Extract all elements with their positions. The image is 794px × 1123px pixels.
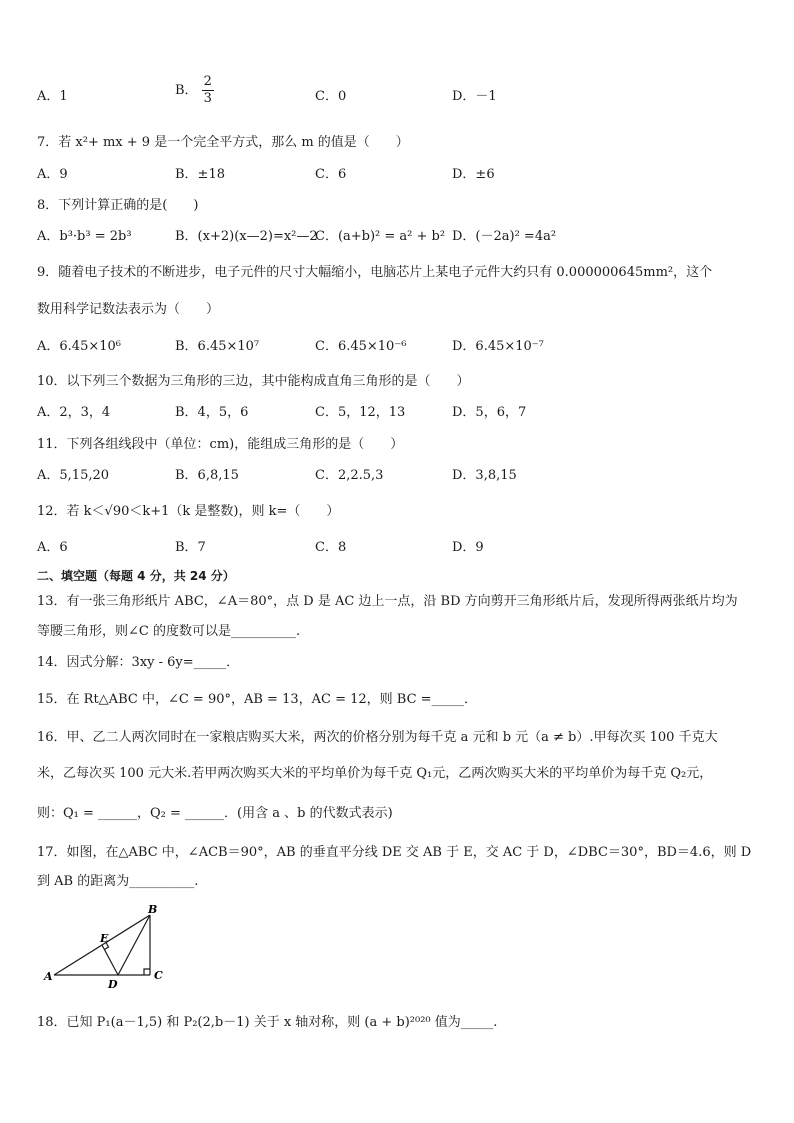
- q13-line2: 等腰三角形，则∠C 的度数可以是__________.: [37, 624, 301, 639]
- q6-option-a: A．1: [37, 89, 68, 104]
- q11-stem: 11．下列各组线段中（单位：cm)，能组成三角形的是（ ）: [37, 437, 404, 452]
- q8-option-c: C．(a+b)² = a² + b²: [315, 229, 446, 244]
- right-angle-mark-c: [144, 969, 150, 975]
- q11-option-b: B．6,8,15: [175, 468, 239, 483]
- q16-line2: 米，乙每次买 100 元大米.若甲两次购买大米的平均单价为每千克 Q₁元，乙两次购买大米的平均单价为每千克 Q₂元，: [37, 766, 713, 781]
- q17-line2: 到 AB 的距离为__________.: [37, 874, 199, 889]
- q8-option-b: B．(x+2)(x—2)=x²—2: [175, 229, 318, 244]
- q16-line1: 16．甲、乙二人两次同时在一家粮店购买大米，两次的价格分别为每千克 a 元和 b 元（a ≠ b）.甲每次买 100 千克大: [37, 730, 718, 745]
- q6-option-c: C．0: [315, 89, 347, 104]
- label-c: C: [154, 969, 163, 982]
- q9-stem-line2: 数用科学记数法表示为（ ）: [37, 302, 220, 317]
- q18: 18．已知 P₁(a－1,5) 和 P₂(2,b－1) 关于 x 轴对称，则 (a + b)²⁰²⁰ 值为_____.: [37, 1015, 498, 1030]
- q10-stem: 10．以下列三个数据为三角形的三边，其中能构成直角三角形的是（ ）: [37, 374, 470, 389]
- q7-option-a: A．9: [37, 167, 68, 182]
- q7-option-c: C．6: [315, 167, 347, 182]
- q12-option-d: D．9: [452, 540, 484, 555]
- q10-options: [37, 404, 757, 422]
- q11-option-a: A．5,15,20: [37, 468, 110, 483]
- q11-option-d: D．3,8,15: [452, 468, 517, 483]
- q6-options: [37, 74, 757, 106]
- q11-option-c: C．2,2.5,3: [315, 468, 384, 483]
- label-d: D: [108, 978, 118, 991]
- q10-option-c: C．5，12，13: [315, 405, 406, 420]
- q6-option-b: B． $\frac{2}{3}$: [175, 74, 212, 106]
- label-a: A: [44, 970, 53, 983]
- q7-options: [37, 166, 757, 184]
- q13-line1: 13．有一张三角形纸片 ABC，∠A＝80°，点 D 是 AC 边上一点，沿 BD 方向剪开三角形纸片后，发现所得两张纸片均为: [37, 594, 738, 609]
- q9-option-a: A．6.45×10⁶: [37, 339, 121, 354]
- segment-de: [102, 945, 118, 975]
- q12-option-b: B．7: [175, 540, 206, 555]
- q6-option-d: D．－1: [452, 89, 497, 104]
- q12-stem: 12．若 k＜√90＜k+1（k 是整数)，则 k=（ ）: [37, 504, 340, 519]
- q7-option-d: D．±6: [452, 167, 495, 182]
- q9-option-b: B．6.45×10⁷: [175, 339, 260, 354]
- q8-options: [37, 228, 757, 246]
- fraction: $\frac{2}{3}$: [203, 74, 212, 106]
- q9-options: [37, 338, 757, 356]
- q9-stem-line1: 9．随着电子技术的不断进步，电子元件的尺寸大幅缩小，电脑芯片上某电子元件大约只有 0.000000645mm²，这个: [37, 265, 713, 280]
- q8-stem: 8．下列计算正确的是( ): [37, 198, 199, 213]
- q8-option-d: D．(－2a)² =4a²: [452, 229, 557, 244]
- section-heading: 二、填空题（每题 4 分，共 24 分）: [37, 569, 235, 583]
- q7-option-b: B．±18: [175, 167, 225, 182]
- q10-option-a: A．2，3，4: [37, 405, 111, 420]
- q15: 15．在 Rt△ABC 中，∠C = 90°，AB = 13，AC = 12，则 BC =_____．: [37, 692, 478, 707]
- q9-option-d: D．6.45×10⁻⁷: [452, 339, 544, 354]
- q14: 14．因式分解：3xy - 6y=_____．: [37, 655, 240, 670]
- triangle-figure: [40, 900, 180, 995]
- q12-option-a: A．6: [37, 540, 68, 555]
- q17-line1: 17．如图，在△ABC 中，∠ACB＝90°，AB 的垂直平分线 DE 交 AB 于 E，交 AC 于 D，∠DBC＝30°，BD＝4.6，则 D: [37, 845, 752, 860]
- q12-options: [37, 539, 757, 557]
- q10-option-d: D．5，6，7: [452, 405, 527, 420]
- q11-options: [37, 467, 757, 485]
- q12-option-c: C．8: [315, 540, 347, 555]
- label-e: E: [100, 932, 109, 945]
- segment-bd: [118, 915, 150, 975]
- q7-stem: 7．若 x²+ mx + 9 是一个完全平方式，那么 m 的值是（ ）: [37, 135, 409, 150]
- q8-option-a: A．b³·b³ = 2b³: [37, 229, 132, 244]
- q10-option-b: B．4，5，6: [175, 405, 249, 420]
- label-b: B: [148, 903, 158, 916]
- q16-line3: 则：Q₁ = ______，Q₂ = ______．(用含 a 、b 的代数式表示): [37, 806, 393, 821]
- q9-option-c: C．6.45×10⁻⁶: [315, 339, 407, 354]
